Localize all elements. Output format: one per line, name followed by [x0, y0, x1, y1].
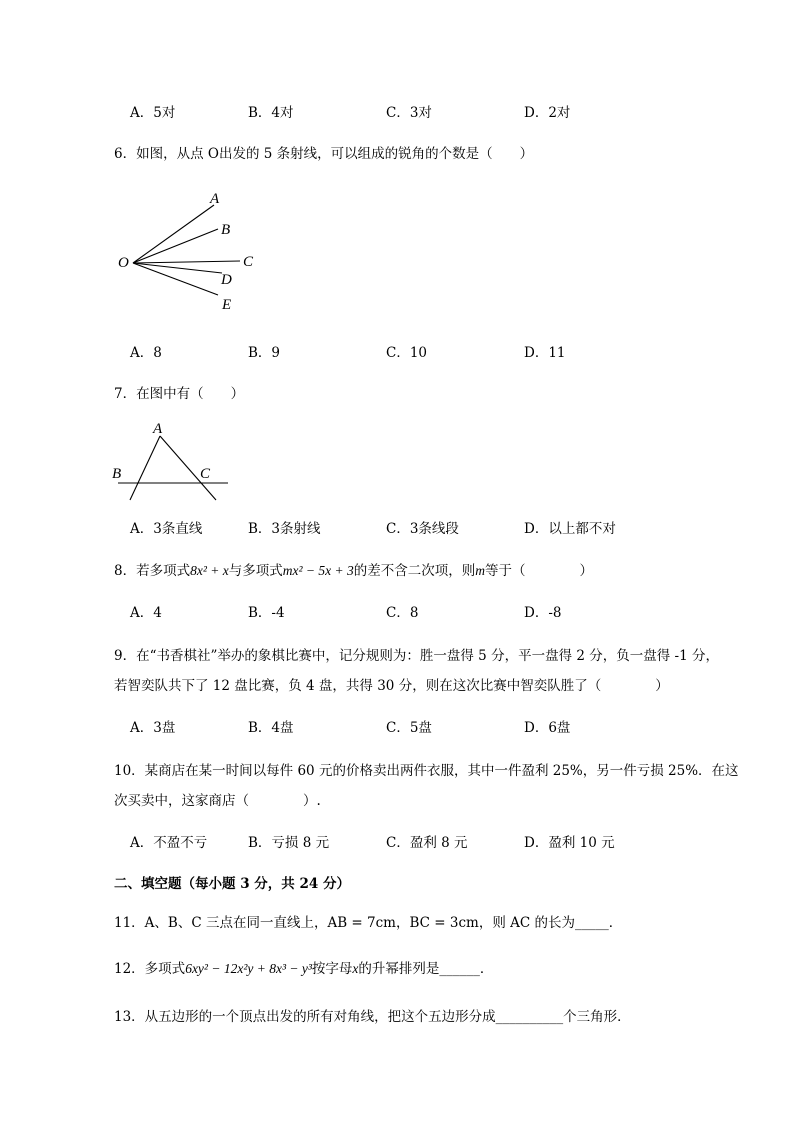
q10-stem-line1: 10．某商店在某一时间以每件 60 元的价格卖出两件衣服，其中一件盈利 25%，另一件亏损 25%．在这 [114, 763, 739, 779]
q8-option-c: C．8 [386, 605, 419, 621]
q10-option-c: C．盈利 8 元 [386, 835, 468, 851]
q8-poly1: 8x² + x [190, 563, 229, 578]
q12-stem: 12．多项式6xy² − 12x²y + 8x³ − y³按字母x的升幂排列是______． [114, 961, 494, 977]
ray-oc [133, 261, 240, 263]
q7-option-d: D．以上都不对 [524, 521, 616, 537]
label-c: C [200, 466, 211, 482]
q8-option-d: D．-8 [524, 605, 562, 621]
q5-option-c: C．3对 [386, 105, 432, 121]
q6-rays-figure [110, 185, 270, 315]
label-d: D [221, 272, 232, 288]
q8-stem: 8．若多项式8x² + x与多项式mx² − 5x + 3的差不含二次项，则m等于（ ） [114, 563, 594, 579]
q5-option-a: A．5对 [130, 105, 176, 121]
q13-stem: 13．从五边形的一个顶点出发的所有对角线，把这个五边形分成__________个三角形． [114, 1009, 631, 1025]
label-e: E [222, 297, 232, 313]
q9-stem-line1: 9．在“书香棋社”举办的象棋比赛中，记分规则为：胜一盘得 5 分，平一盘得 2 分，负一盘得 -1 分， [114, 648, 719, 664]
q8-option-b: B．-4 [248, 605, 285, 621]
ray-oa [133, 205, 214, 263]
q12-poly: 6xy² − 12x²y + 8x³ − y³ [185, 961, 312, 976]
ray-ob [133, 229, 218, 263]
section-heading-fill-in: 二、填空题（每小题 3 分，共 24 分） [114, 876, 350, 892]
q10-option-a: A．不盈不亏 [130, 835, 208, 851]
label-a: A [210, 191, 220, 207]
q8-option-a: A．4 [130, 605, 162, 621]
q5-option-d: D．2对 [524, 105, 571, 121]
line-ab [130, 436, 160, 500]
q7-stem: 7．在图中有（ ） [114, 386, 245, 402]
q10-option-d: D．盈利 10 元 [524, 835, 615, 851]
q8-poly2: mx² − 5x + 3 [282, 563, 354, 578]
q9-option-a: A．3盘 [130, 720, 176, 736]
q6-option-c: C．10 [386, 345, 428, 361]
label-b: B [221, 222, 231, 238]
q6-option-d: D．11 [524, 345, 566, 361]
q7-option-c: C．3条线段 [386, 521, 459, 537]
q5-option-b: B．4对 [248, 105, 294, 121]
q11-stem: 11．A、B、C 三点在同一直线上，AB = 7cm，BC = 3cm，则 AC 的长为_____． [114, 915, 623, 931]
q10-option-b: B．亏损 8 元 [248, 835, 330, 851]
label-a: A [153, 421, 163, 437]
label-c: C [243, 254, 254, 270]
q9-option-c: C．5盘 [386, 720, 432, 736]
q6-stem: 6．如图，从点 O出发的 5 条射线，可以组成的锐角的个数是（ ） [114, 146, 534, 162]
q7-option-a: A．3条直线 [130, 521, 203, 537]
q9-option-b: B．4盘 [248, 720, 294, 736]
q6-option-b: B．9 [248, 345, 281, 361]
q7-option-b: B．3条射线 [248, 521, 321, 537]
q6-option-a: A．8 [130, 345, 162, 361]
label-o: O [118, 255, 129, 271]
q9-option-d: D．6盘 [524, 720, 571, 736]
q7-triangle-figure [108, 418, 238, 508]
q9-stem-line2: 若智奕队共下了 12 盘比赛，负 4 盘，共得 30 分，则在这次比赛中智奕队胜了（ ） [114, 678, 669, 694]
q10-stem-line2: 次买卖中，这家商店（ ）. [114, 793, 321, 809]
label-b: B [112, 466, 122, 482]
